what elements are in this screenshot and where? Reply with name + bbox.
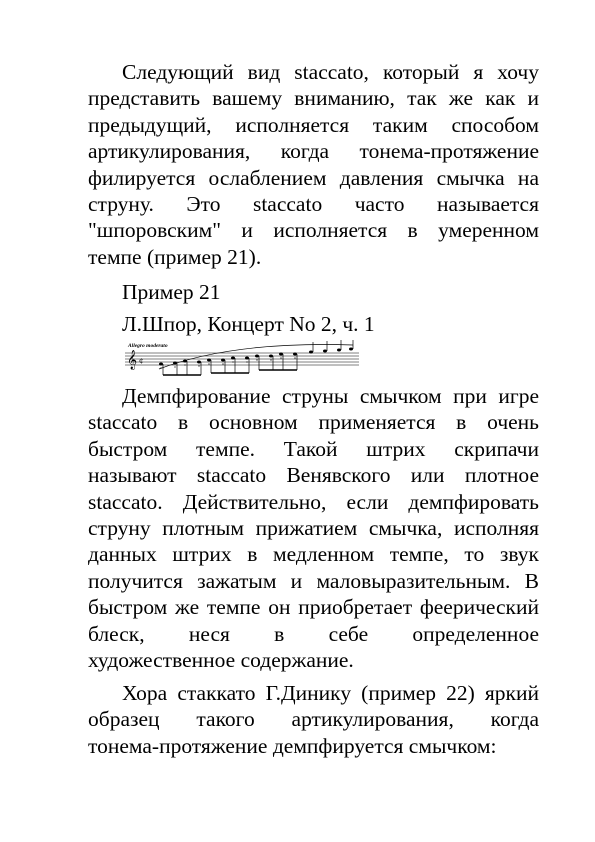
music-tempo: Allegro moderato — [128, 343, 168, 349]
beams — [163, 370, 297, 375]
paragraph-line: staccato в основном применяется в очень — [88, 410, 539, 435]
paragraph-line: артикулирования, когда тонема-протяжение — [88, 139, 539, 164]
paragraph-line: Следующий вид staccato, который я хочу — [122, 60, 539, 84]
paragraph-line: струну. Это staccato часто называется — [88, 191, 539, 216]
paragraph-line: Демпфирование струны смычком при игре — [122, 384, 539, 408]
paragraph-line: получится зажатым и маловыразительным. В — [88, 568, 539, 593]
paragraph-line: данных штрих в медленном темпе, то звук — [88, 542, 539, 567]
time-signature-icon: ¢ — [139, 357, 144, 365]
paragraph-line: staccato. Действительно, если демпфировать — [88, 489, 539, 514]
notes — [159, 348, 353, 366]
paragraph-line: образец такого артикулирования, когда — [88, 707, 539, 732]
paragraph-2 — [88, 383, 539, 673]
paragraph-line: струну плотным прижатием смычка, исполняя — [88, 515, 539, 540]
paragraph-line: Хора стаккато Г.Динику (пример 22) яркий — [122, 681, 539, 705]
paragraph-line: тонема-протяжение демпфируется смычком: — [88, 733, 497, 758]
paragraph-line: "шпоровским" и исполняется в умеренном — [88, 218, 539, 243]
example-label: Пример 21 — [122, 280, 221, 304]
paragraph-line: предыдущий, исполняется таким способом — [88, 112, 539, 137]
paragraph-line: блеск, неся в себе определенное — [88, 621, 539, 646]
paragraph-1 — [88, 59, 539, 270]
treble-clef-icon: 𝄞 — [127, 350, 138, 370]
note-stems — [163, 340, 353, 375]
paragraph-line: художественное содержание. — [88, 647, 354, 672]
paragraph-line: называют staccato Венявского или плотное — [88, 463, 539, 488]
paragraph-3 — [88, 680, 539, 759]
paragraph-line: быстром темпе. Такой штрих скрипачи — [88, 436, 539, 461]
paragraph-line: филируется ослаблением давления смычка на — [88, 165, 539, 190]
paragraph-line: представить вашему вниманию, так же как и — [88, 86, 539, 111]
example-caption: Л.Шпор, Концерт No 2, ч. 1 — [122, 312, 375, 336]
paragraph-line: темпе (пример 21). — [88, 244, 262, 269]
paragraph-line: быстром же темпе он приобретает феерический — [88, 595, 539, 620]
music-notation-image — [123, 339, 361, 381]
